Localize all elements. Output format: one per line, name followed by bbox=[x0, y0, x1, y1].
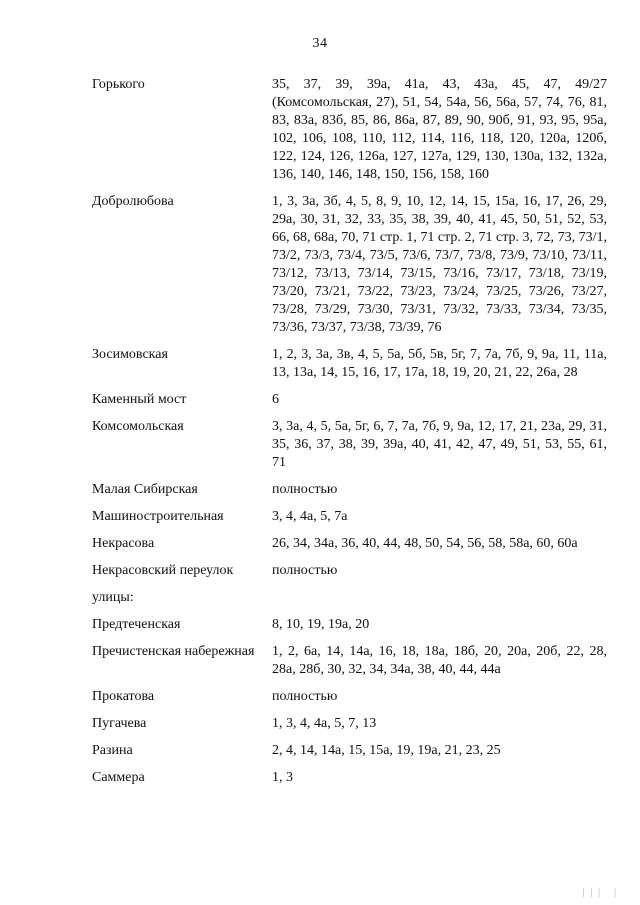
table-row bbox=[92, 769, 607, 787]
table-row bbox=[92, 742, 607, 760]
house-numbers: 1, 3 bbox=[272, 770, 293, 785]
street-name: Некрасовский переулок bbox=[92, 563, 234, 578]
house-numbers: 1, 3, 3а, 3б, 4, 5, 8, 9, 10, 12, 14, 15, 15а, 16, 17, 26, 29, 29а, 30, 31, 32, 33, 35, 38, 39, 40, 41, 45, 50, 51, 52, 53, 66, 68, 68а, 70, 71 стр. 1, 71 стр. 2, 71 стр. 3, 72, 73, 73/1, 73/2, 73/3, 73/4, 73/5, 73/6, 73/7, 73/8, 73/9, 73/10, 73/11, 73/12, 73/13, 73/14, 73/15, 73/16, 73/17, 73/18, 73/19, 73/20, 73/21, 73/22, 73/23, 73/24, 73/25, 73/26, 73/27, 73/28, 73/29, 73/30, 73/31, 73/32, 73/33, 73/34, 73/35, 73/36, 73/37, 73/38, 73/39, 76 bbox=[272, 194, 607, 335]
table-row bbox=[92, 562, 607, 580]
street-table bbox=[92, 76, 607, 796]
street-name: Машиностроительная bbox=[92, 509, 224, 524]
house-numbers: 8, 10, 19, 19а, 20 bbox=[272, 617, 370, 632]
table-row bbox=[92, 616, 607, 634]
house-numbers: полностью bbox=[272, 689, 338, 704]
table-row bbox=[92, 589, 607, 607]
table-row bbox=[92, 193, 607, 337]
street-name: Саммера bbox=[92, 770, 145, 785]
table-row bbox=[92, 418, 607, 472]
house-numbers: полностью bbox=[272, 482, 338, 497]
house-numbers: 1, 3, 4, 4а, 5, 7, 13 bbox=[272, 716, 377, 731]
house-numbers: полностью bbox=[272, 563, 338, 578]
street-name: Разина bbox=[92, 743, 133, 758]
table-row bbox=[92, 346, 607, 382]
table-row bbox=[92, 391, 607, 409]
scan-mark: ||| | bbox=[582, 887, 622, 897]
table-row bbox=[92, 508, 607, 526]
house-numbers: 1, 2, 6а, 14, 14а, 16, 18, 18а, 18б, 20, 20а, 20б, 22, 28, 28а, 28б, 30, 32, 34, 34а, 38, 40, 44, 44а bbox=[272, 644, 607, 677]
table-row bbox=[92, 688, 607, 706]
house-numbers: 3, 3а, 4, 5, 5а, 5г, 6, 7, 7а, 7б, 9, 9а, 12, 17, 21, 23а, 29, 31, 35, 36, 37, 38, 39, 39а, 40, 41, 42, 47, 49, 51, 53, 55, 61, 71 bbox=[272, 419, 607, 470]
street-name: Каменный мост bbox=[92, 392, 187, 407]
street-name: Зосимовская bbox=[92, 347, 168, 362]
street-name: Добролюбова bbox=[92, 194, 174, 209]
house-numbers: 1, 2, 3, 3а, 3в, 4, 5, 5а, 5б, 5в, 5г, 7, 7а, 7б, 9, 9а, 11, 11а, 13, 13а, 14, 15, 16, 17, 17а, 18, 19, 20, 21, 22, 26а, 28 bbox=[272, 347, 607, 380]
street-name: Горького bbox=[92, 77, 145, 92]
street-name: Прокатова bbox=[92, 689, 155, 704]
street-name: Малая Сибирская bbox=[92, 482, 198, 497]
house-numbers: 26, 34, 34а, 36, 40, 44, 48, 50, 54, 56, 58, 58а, 60, 60а bbox=[272, 536, 578, 551]
table-row bbox=[92, 715, 607, 733]
table-row bbox=[92, 76, 607, 184]
house-numbers: 35, 37, 39, 39а, 41а, 43, 43а, 45, 47, 49/27 (Комсомольская, 27), 51, 54, 54а, 56, 56а, 57, 74, 76, 81, 83, 83а, 83б, 85, 86, 86а, 87, 89, 90, 90б, 91, 93, 95, 95а, 102, 106, 108, 110, 112, 114, 116, 118, 120, 120а, 120б, 122, 124, 126, 126а, 127, 127а, 129, 130, 130а, 132, 132а, 136, 140, 146, 148, 150, 156, 158, 160 bbox=[272, 77, 607, 182]
house-numbers: 6 bbox=[272, 392, 279, 407]
street-name: Пугачева bbox=[92, 716, 147, 731]
table-row bbox=[92, 481, 607, 499]
street-name: Комсомольская bbox=[92, 419, 184, 434]
street-name: Некрасова bbox=[92, 536, 155, 551]
street-name: улицы: bbox=[92, 590, 134, 605]
house-numbers: 3, 4, 4а, 5, 7а bbox=[272, 509, 348, 524]
street-name: Предтеченская bbox=[92, 617, 181, 632]
street-name: Пречистенская набережная bbox=[92, 644, 255, 659]
page-number: 34 bbox=[312, 36, 328, 51]
table-row bbox=[92, 643, 607, 679]
table-row bbox=[92, 535, 607, 553]
house-numbers: 2, 4, 14, 14а, 15, 15а, 19, 19а, 21, 23, 25 bbox=[272, 743, 501, 758]
